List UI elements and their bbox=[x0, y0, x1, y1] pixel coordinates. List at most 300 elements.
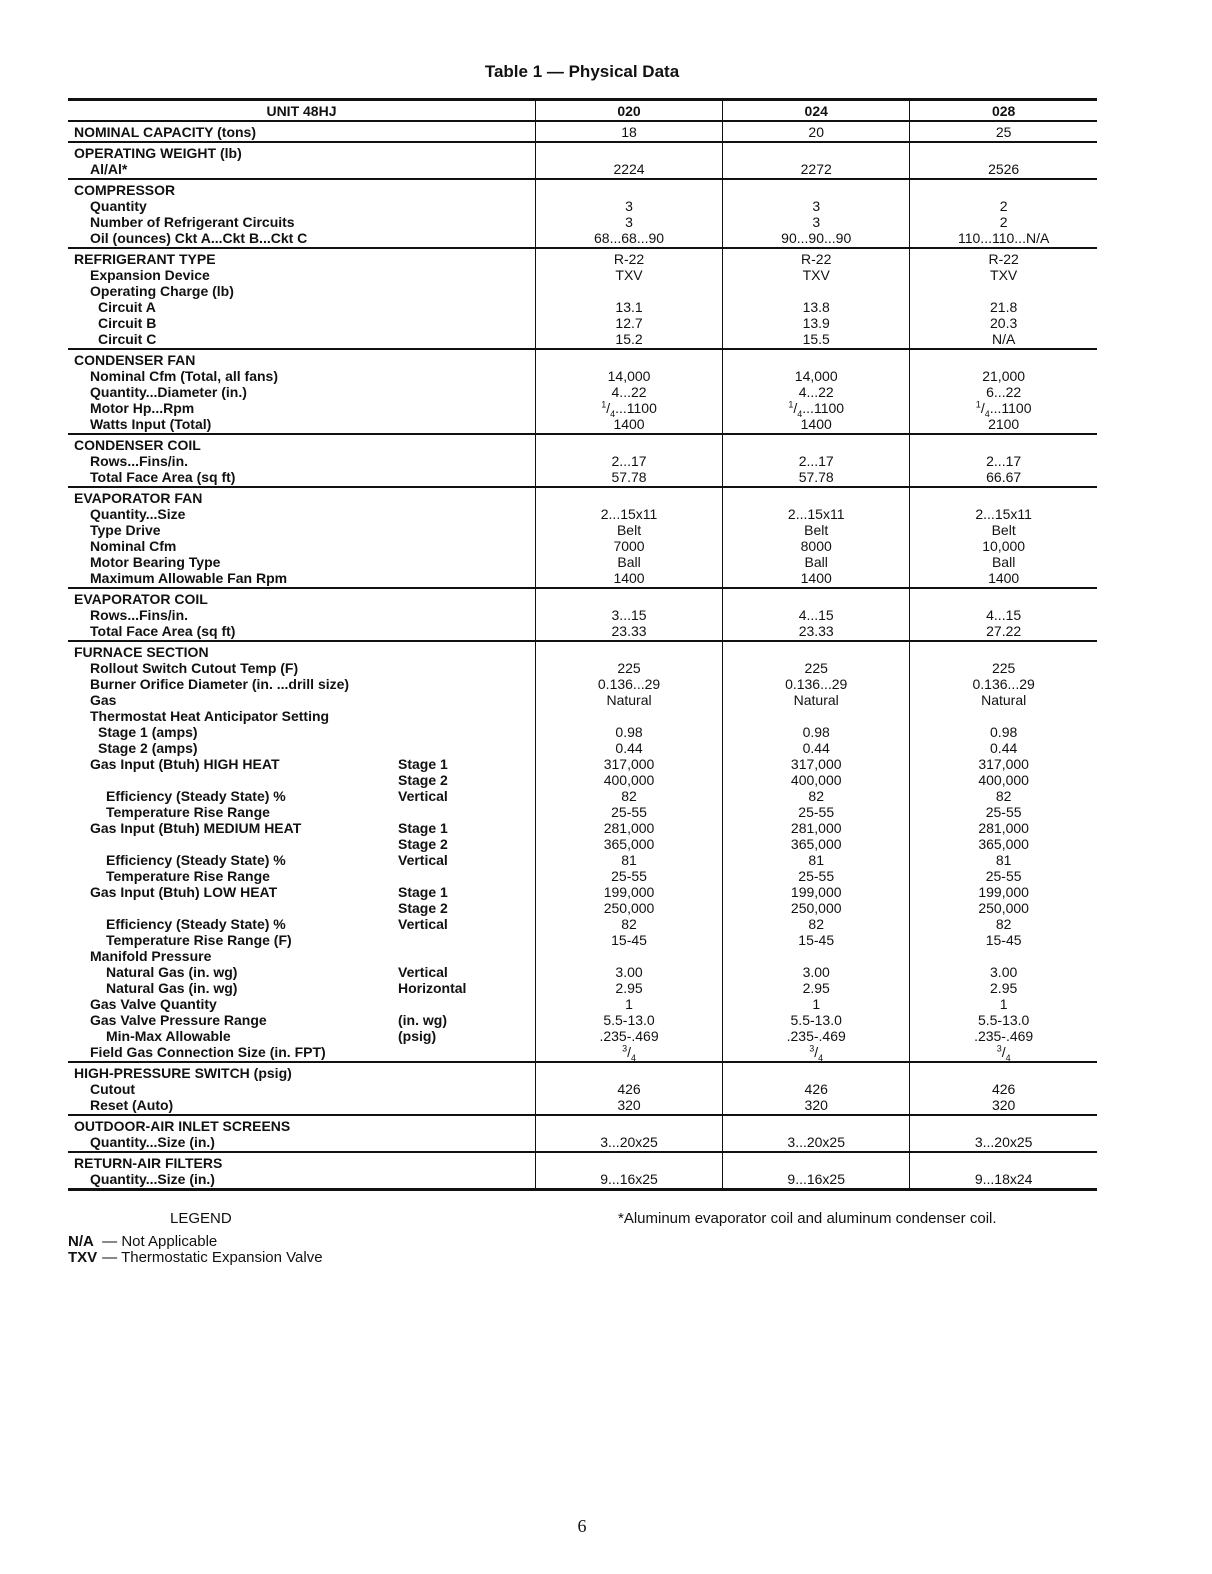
cell-value: Natural bbox=[606, 692, 652, 708]
cell-value bbox=[723, 708, 909, 724]
cell-value: 5.5-13.0 bbox=[977, 1012, 1030, 1028]
cell-value: 8000 bbox=[800, 538, 832, 554]
cell-value: 10,000 bbox=[982, 538, 1026, 554]
cell-value: Belt bbox=[804, 522, 829, 538]
section-values-024 bbox=[723, 487, 910, 588]
cell-value: 15-45 bbox=[611, 932, 647, 948]
row-label-text: Cutout bbox=[90, 1081, 136, 1097]
section-values-028 bbox=[910, 142, 1097, 179]
section-labels bbox=[68, 1152, 535, 1190]
row-label-text: Type Drive bbox=[90, 522, 161, 538]
cell-value: .235-.469 bbox=[974, 1028, 1034, 1044]
row-label bbox=[74, 788, 535, 804]
cell-value: 1 bbox=[812, 996, 821, 1012]
cell-value: 3...20x25 bbox=[787, 1134, 846, 1150]
row-label bbox=[74, 1012, 535, 1028]
row-label-text: Efficiency (Steady State) % bbox=[106, 916, 286, 932]
row-label-text: Natural Gas (in. wg) bbox=[106, 964, 238, 980]
row-label-text: Al/Al* bbox=[90, 161, 128, 177]
cell-value: 9...18x24 bbox=[974, 1171, 1033, 1187]
row-label-text: RETURN-AIR FILTERS bbox=[74, 1155, 223, 1171]
row-label bbox=[74, 469, 535, 485]
cell-value bbox=[723, 490, 909, 506]
header-model-028: 028 bbox=[910, 100, 1097, 122]
cell-value: 0.98 bbox=[615, 724, 643, 740]
cell-value: 14,000 bbox=[607, 368, 651, 384]
cell-value: R-22 bbox=[613, 251, 645, 267]
row-label-text: Gas bbox=[90, 692, 117, 708]
row-label bbox=[74, 820, 535, 836]
section-row-evaporator-fan bbox=[68, 487, 1097, 588]
section-row-operating-weight bbox=[68, 142, 1097, 179]
section-values-024 bbox=[723, 349, 910, 434]
row-label-text: NOMINAL CAPACITY (tons) bbox=[74, 124, 256, 140]
row-label-text: Field Gas Connection Size (in. FPT) bbox=[90, 1044, 326, 1060]
legend-item bbox=[68, 1233, 217, 1250]
section-values-020 bbox=[535, 487, 722, 588]
cell-value: 3 bbox=[812, 198, 821, 214]
cell-value bbox=[536, 644, 722, 660]
row-label-text: Number of Refrigerant Circuits bbox=[90, 214, 295, 230]
cell-value: 82 bbox=[995, 788, 1012, 804]
section-labels bbox=[68, 487, 535, 588]
cell-value: 250,000 bbox=[603, 900, 655, 916]
cell-value bbox=[723, 145, 909, 161]
cell-value: $^3/_4$ bbox=[809, 1043, 824, 1063]
section-row-nominal-capacity bbox=[68, 121, 1097, 142]
cell-value bbox=[536, 1065, 722, 1081]
table-title: Table 1 — Physical Data bbox=[484, 62, 680, 81]
legend-meaning: Not Applicable bbox=[121, 1233, 218, 1250]
cell-value bbox=[536, 1118, 722, 1134]
cell-value bbox=[723, 182, 909, 198]
cell-value: 3...15 bbox=[611, 607, 647, 623]
cell-value: 82 bbox=[995, 916, 1012, 932]
cell-value: 400,000 bbox=[978, 772, 1029, 788]
row-label bbox=[74, 868, 535, 884]
legend-abbr: N/A bbox=[68, 1233, 94, 1250]
row-label bbox=[74, 1097, 535, 1113]
section-values-024 bbox=[723, 1115, 910, 1152]
row-label bbox=[74, 161, 535, 177]
cell-value bbox=[536, 1155, 722, 1171]
cell-value: 15-45 bbox=[985, 932, 1022, 948]
row-label-text: FURNACE SECTION bbox=[74, 644, 209, 660]
cell-value: 82 bbox=[621, 788, 637, 804]
row-label-text: Rows...Fins/in. bbox=[90, 607, 189, 623]
section-values-028 bbox=[910, 487, 1097, 588]
row-label bbox=[74, 554, 535, 570]
cell-value: 2 bbox=[999, 198, 1008, 214]
row-label-text: Efficiency (Steady State) % bbox=[106, 788, 286, 804]
cell-value: 0.136...29 bbox=[597, 676, 661, 692]
header-model-024: 024 bbox=[723, 100, 910, 122]
row-label bbox=[74, 1044, 535, 1060]
section-row-furnace-section bbox=[68, 641, 1097, 1062]
cell-value: 27.22 bbox=[986, 623, 1022, 639]
cell-value bbox=[723, 948, 909, 964]
row-label bbox=[74, 1081, 535, 1097]
cell-value: 90...90...90 bbox=[781, 230, 852, 246]
cell-value: 281,000 bbox=[603, 820, 655, 836]
row-label-text: EVAPORATOR COIL bbox=[74, 591, 208, 607]
section-values-028 bbox=[910, 179, 1097, 248]
row-label-text: Quantity...Diameter (in.) bbox=[90, 384, 247, 400]
section-row-compressor bbox=[68, 179, 1097, 248]
cell-value: 365,000 bbox=[790, 836, 842, 852]
legend-item bbox=[68, 1249, 323, 1266]
cell-value: 250,000 bbox=[978, 900, 1029, 916]
cell-value: 320 bbox=[617, 1097, 641, 1113]
cell-value: 400,000 bbox=[790, 772, 842, 788]
row-label bbox=[74, 538, 535, 554]
cell-value: 15.5 bbox=[802, 331, 830, 347]
row-sublabel: Vertical bbox=[398, 916, 448, 932]
row-label-text: Temperature Rise Range (F) bbox=[106, 932, 292, 948]
section-labels bbox=[68, 1115, 535, 1152]
row-label-text: Thermostat Heat Anticipator Setting bbox=[90, 708, 330, 724]
cell-value: 365,000 bbox=[978, 836, 1029, 852]
cell-value: 14,000 bbox=[794, 368, 838, 384]
cell-value bbox=[723, 1065, 909, 1081]
section-values-024 bbox=[723, 1152, 910, 1190]
row-label bbox=[74, 230, 535, 246]
row-label bbox=[74, 198, 535, 214]
cell-value: R-22 bbox=[988, 251, 1019, 267]
section-values-028 bbox=[910, 434, 1097, 487]
row-label-text: Nominal Cfm bbox=[90, 538, 177, 554]
row-label-text: OPERATING WEIGHT (lb) bbox=[74, 145, 242, 161]
cell-value: 426 bbox=[991, 1081, 1016, 1097]
cell-value bbox=[910, 591, 1097, 607]
section-values-028 bbox=[910, 641, 1097, 1062]
cell-value bbox=[910, 1065, 1097, 1081]
cell-value: 3...20x25 bbox=[974, 1134, 1033, 1150]
cell-value: 1400 bbox=[613, 416, 645, 432]
cell-value: 2272 bbox=[800, 161, 832, 177]
row-label bbox=[74, 623, 535, 639]
cell-value bbox=[910, 1155, 1097, 1171]
section-labels bbox=[68, 179, 535, 248]
row-label bbox=[74, 740, 535, 756]
row-label-text: Nominal Cfm (Total, all fans) bbox=[90, 368, 278, 384]
row-label-text: Rows...Fins/in. bbox=[90, 453, 189, 469]
section-labels bbox=[68, 588, 535, 641]
cell-value: 1400 bbox=[613, 570, 645, 586]
cell-value: 9...16x25 bbox=[600, 1171, 658, 1187]
cell-value: 13.1 bbox=[615, 299, 643, 315]
row-label-text: Circuit C bbox=[98, 331, 157, 347]
cell-value: 281,000 bbox=[790, 820, 842, 836]
row-label-text: OUTDOOR-AIR INLET SCREENS bbox=[74, 1118, 291, 1134]
legend-dash: — bbox=[102, 1249, 118, 1266]
section-heading bbox=[74, 1118, 535, 1134]
cell-value: 15.2 bbox=[615, 331, 643, 347]
cell-value: 400,000 bbox=[603, 772, 655, 788]
cell-value: 426 bbox=[804, 1081, 828, 1097]
row-label-text: Maximum Allowable Fan Rpm bbox=[90, 570, 288, 586]
cell-value bbox=[536, 948, 722, 964]
cell-value: 3 bbox=[812, 214, 821, 230]
row-label bbox=[74, 214, 535, 230]
row-label bbox=[74, 607, 535, 623]
cell-value: 82 bbox=[621, 916, 637, 932]
row-label bbox=[74, 453, 535, 469]
row-label bbox=[74, 570, 535, 586]
cell-value: 225 bbox=[617, 660, 641, 676]
cell-value: 4...15 bbox=[798, 607, 834, 623]
cell-value: 1400 bbox=[800, 416, 832, 432]
row-label-text: Gas Input (Btuh) HIGH HEAT bbox=[90, 756, 280, 772]
cell-value: Ball bbox=[617, 554, 641, 570]
row-label-text: Total Face Area (sq ft) bbox=[90, 469, 236, 485]
section-heading bbox=[74, 1065, 535, 1081]
row-label bbox=[74, 692, 535, 708]
row-label bbox=[74, 916, 535, 932]
cell-value bbox=[910, 283, 1097, 299]
cell-value: 57.78 bbox=[798, 469, 834, 485]
row-label bbox=[74, 676, 535, 692]
footnote: *Aluminum evaporator coil and aluminum condenser coil. bbox=[618, 1210, 997, 1227]
row-label bbox=[74, 1028, 535, 1044]
cell-value bbox=[723, 1118, 909, 1134]
row-label bbox=[74, 400, 535, 416]
cell-value: TXV bbox=[990, 267, 1018, 283]
row-label bbox=[74, 932, 535, 948]
section-labels bbox=[68, 434, 535, 487]
row-label-text: Rollout Switch Cutout Temp (F) bbox=[90, 660, 299, 676]
section-row-condenser-coil bbox=[68, 434, 1097, 487]
cell-value: 23.33 bbox=[611, 623, 647, 639]
cell-value: 4...22 bbox=[611, 384, 647, 400]
section-values-028 bbox=[910, 1115, 1097, 1152]
row-label-text: Min-Max Allowable bbox=[106, 1028, 231, 1044]
cell-value: 3...20x25 bbox=[600, 1134, 658, 1150]
row-label bbox=[74, 331, 535, 347]
cell-value: 82 bbox=[808, 788, 824, 804]
row-label-text: CONDENSER COIL bbox=[74, 437, 201, 453]
row-label-text: Gas Input (Btuh) LOW HEAT bbox=[90, 884, 278, 900]
cell-value: 4...15 bbox=[986, 607, 1022, 623]
section-values-020 bbox=[535, 1152, 722, 1190]
row-label-text: Motor Hp...Rpm bbox=[90, 400, 195, 416]
row-label-text: Quantity...Size (in.) bbox=[90, 1171, 215, 1187]
section-heading bbox=[74, 251, 535, 267]
cell-value: .235-.469 bbox=[599, 1028, 659, 1044]
cell-value: 3 bbox=[625, 214, 633, 230]
cell-value bbox=[910, 644, 1097, 660]
cell-value: 3.00 bbox=[615, 964, 643, 980]
cell-value: 317,000 bbox=[603, 756, 655, 772]
cell-value bbox=[536, 708, 722, 724]
cell-value: N/A bbox=[991, 331, 1016, 347]
cell-value: 6...22 bbox=[986, 384, 1022, 400]
cell-value: 0.136...29 bbox=[785, 676, 848, 692]
cell-value: 199,000 bbox=[978, 884, 1029, 900]
cell-value: 281,000 bbox=[978, 820, 1029, 836]
cell-value: 0.44 bbox=[615, 740, 643, 756]
cell-value bbox=[910, 352, 1097, 368]
row-label bbox=[74, 660, 535, 676]
section-labels bbox=[68, 142, 535, 179]
cell-value: 2...15x11 bbox=[975, 506, 1032, 522]
cell-value: 3.00 bbox=[990, 964, 1018, 980]
cell-value bbox=[910, 948, 1097, 964]
row-label bbox=[74, 522, 535, 538]
cell-value bbox=[536, 490, 722, 506]
row-sublabel: Stage 2 bbox=[398, 900, 448, 916]
row-label-text: COMPRESSOR bbox=[74, 182, 176, 198]
row-label bbox=[74, 900, 535, 916]
row-label-text: Watts Input (Total) bbox=[90, 416, 212, 432]
section-labels bbox=[68, 641, 535, 1062]
row-label bbox=[74, 980, 535, 996]
cell-value bbox=[536, 352, 722, 368]
cell-value: 2...15x11 bbox=[787, 506, 845, 522]
cell-value: 225 bbox=[991, 660, 1016, 676]
row-label-text: Stage 1 (amps) bbox=[98, 724, 198, 740]
cell-value: 3 bbox=[625, 198, 633, 214]
row-label-text: EVAPORATOR FAN bbox=[74, 490, 203, 506]
row-sublabel: (psig) bbox=[398, 1028, 437, 1044]
row-sublabel: Stage 1 bbox=[398, 756, 448, 772]
row-label-text: Natural Gas (in. wg) bbox=[106, 980, 238, 996]
cell-value: 5.5-13.0 bbox=[790, 1012, 842, 1028]
row-label-text: Quantity...Size (in.) bbox=[90, 1134, 215, 1150]
cell-value: 25-55 bbox=[798, 804, 835, 820]
row-label-text: Temperature Rise Range bbox=[106, 804, 270, 820]
row-label-text: Gas Valve Quantity bbox=[90, 996, 217, 1012]
cell-value: 0.98 bbox=[990, 724, 1018, 740]
row-label bbox=[74, 506, 535, 522]
row-sublabel: Vertical bbox=[398, 964, 448, 980]
cell-value bbox=[536, 591, 722, 607]
section-row-high-pressure-switch bbox=[68, 1062, 1097, 1115]
row-label bbox=[74, 283, 535, 299]
row-label-text: Gas Input (Btuh) MEDIUM HEAT bbox=[90, 820, 302, 836]
row-label-text: Efficiency (Steady State) % bbox=[106, 852, 286, 868]
cell-value bbox=[536, 182, 722, 198]
row-label bbox=[74, 772, 535, 788]
cell-value bbox=[910, 182, 1097, 198]
cell-value bbox=[910, 1118, 1097, 1134]
cell-value bbox=[910, 437, 1097, 453]
section-heading bbox=[74, 490, 535, 506]
row-label bbox=[74, 884, 535, 900]
row-label bbox=[74, 384, 535, 400]
cell-value: TXV bbox=[802, 267, 830, 283]
cell-value: 2.95 bbox=[990, 980, 1018, 996]
cell-value: $^1/_4...1100$ bbox=[601, 399, 657, 419]
cell-value: 57.78 bbox=[611, 469, 647, 485]
cell-value: 317,000 bbox=[978, 756, 1029, 772]
row-label-text: Circuit A bbox=[98, 299, 156, 315]
row-label bbox=[74, 756, 535, 772]
row-label bbox=[74, 996, 535, 1012]
cell-value: 199,000 bbox=[790, 884, 842, 900]
cell-value: 68...68...90 bbox=[594, 230, 665, 246]
row-label bbox=[74, 299, 535, 315]
cell-value: 82 bbox=[808, 916, 824, 932]
row-sublabel: Horizontal bbox=[398, 980, 467, 996]
cell-value bbox=[723, 283, 909, 299]
cell-value bbox=[723, 352, 909, 368]
cell-value: 320 bbox=[804, 1097, 828, 1113]
cell-value bbox=[536, 283, 722, 299]
section-values-020 bbox=[535, 641, 722, 1062]
cell-value: 365,000 bbox=[603, 836, 655, 852]
section-labels bbox=[68, 121, 535, 142]
section-heading bbox=[74, 437, 535, 453]
cell-value: 15-45 bbox=[798, 932, 835, 948]
cell-value: Natural bbox=[793, 692, 839, 708]
cell-value: 9...16x25 bbox=[787, 1171, 846, 1187]
cell-value: 2 bbox=[999, 214, 1008, 230]
cell-value: Belt bbox=[991, 522, 1016, 538]
cell-value: 4...22 bbox=[798, 384, 834, 400]
section-values-020 bbox=[535, 179, 722, 248]
cell-value: 81 bbox=[621, 852, 637, 868]
row-sublabel: Vertical bbox=[398, 788, 448, 804]
cell-value: $^3/_4$ bbox=[622, 1043, 636, 1063]
section-row-return-air-filters bbox=[68, 1152, 1097, 1190]
legend-dash: — bbox=[102, 1233, 118, 1250]
row-label-text: Manifold Pressure bbox=[90, 948, 212, 964]
cell-value: 81 bbox=[808, 852, 824, 868]
cell-value: 20.3 bbox=[990, 315, 1018, 331]
row-label-text: Temperature Rise Range bbox=[106, 868, 270, 884]
cell-value: 25 bbox=[995, 124, 1012, 140]
row-sublabel: Vertical bbox=[398, 852, 448, 868]
cell-value: 13.9 bbox=[802, 315, 830, 331]
cell-value: R-22 bbox=[801, 251, 832, 267]
cell-value: 20 bbox=[808, 124, 824, 140]
legend-abbr: TXV bbox=[68, 1249, 98, 1266]
section-values-028 bbox=[910, 1062, 1097, 1115]
row-label-text: Gas Valve Pressure Range bbox=[90, 1012, 267, 1028]
cell-value: 25-55 bbox=[798, 868, 835, 884]
cell-value: 250,000 bbox=[790, 900, 842, 916]
cell-value bbox=[910, 708, 1097, 724]
section-labels bbox=[68, 248, 535, 349]
cell-value bbox=[536, 145, 722, 161]
cell-value: 13.8 bbox=[802, 299, 830, 315]
section-row-condenser-fan bbox=[68, 349, 1097, 434]
cell-value: Ball bbox=[991, 554, 1016, 570]
table-header-row bbox=[68, 100, 1097, 122]
row-label-text: REFRIGERANT TYPE bbox=[74, 251, 216, 267]
header-unit: UNIT 48HJ bbox=[68, 100, 535, 122]
row-sublabel: Stage 1 bbox=[398, 884, 448, 900]
cell-value: 5.5-13.0 bbox=[603, 1012, 655, 1028]
section-values-024 bbox=[723, 588, 910, 641]
section-values-024 bbox=[723, 121, 910, 142]
cell-value: 21.8 bbox=[990, 299, 1018, 315]
section-values-024 bbox=[723, 641, 910, 1062]
row-label bbox=[74, 267, 535, 283]
legend-heading: LEGEND bbox=[170, 1210, 232, 1227]
cell-value: 320 bbox=[991, 1097, 1016, 1113]
cell-value: 0.98 bbox=[802, 724, 830, 740]
row-label bbox=[74, 948, 535, 964]
cell-value: 25-55 bbox=[985, 868, 1022, 884]
cell-value bbox=[723, 644, 909, 660]
section-heading bbox=[74, 644, 535, 660]
cell-value: 2...17 bbox=[798, 453, 834, 469]
row-label-text: Stage 2 (amps) bbox=[98, 740, 198, 756]
section-values-020 bbox=[535, 142, 722, 179]
row-sublabel: (in. wg) bbox=[398, 1012, 447, 1028]
